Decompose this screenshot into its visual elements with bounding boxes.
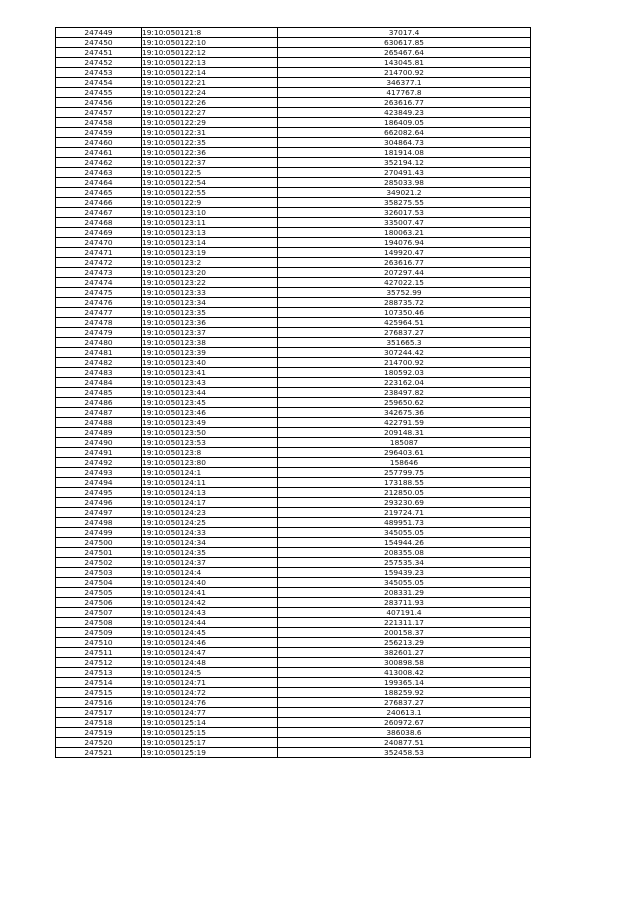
table-row bbox=[56, 288, 531, 298]
row-value-cell: 349021.2 bbox=[278, 188, 531, 198]
row-id-cell: 247503 bbox=[56, 568, 142, 578]
table-row bbox=[56, 398, 531, 408]
row-id-cell: 247518 bbox=[56, 718, 142, 728]
row-id-cell: 247468 bbox=[56, 218, 142, 228]
table-row bbox=[56, 528, 531, 538]
row-time-cell: 19:10:050124:44 bbox=[142, 618, 278, 628]
row-time-cell: 19:10:050122:13 bbox=[142, 58, 278, 68]
row-value-cell: 417767.8 bbox=[278, 88, 531, 98]
table-row bbox=[56, 738, 531, 748]
table-row bbox=[56, 218, 531, 228]
row-value-cell: 304864.73 bbox=[278, 138, 531, 148]
table-row bbox=[56, 368, 531, 378]
row-value-cell: 200158.37 bbox=[278, 628, 531, 638]
table-row bbox=[56, 728, 531, 738]
row-id-cell: 247460 bbox=[56, 138, 142, 148]
row-value-cell: 386038.6 bbox=[278, 728, 531, 738]
row-time-cell: 19:10:050123:46 bbox=[142, 408, 278, 418]
row-id-cell: 247521 bbox=[56, 748, 142, 758]
row-time-cell: 19:10:050122:29 bbox=[142, 118, 278, 128]
row-time-cell: 19:10:050123:38 bbox=[142, 338, 278, 348]
table-row bbox=[56, 498, 531, 508]
row-time-cell: 19:10:050123:49 bbox=[142, 418, 278, 428]
row-time-cell: 19:10:050122:5 bbox=[142, 168, 278, 178]
row-id-cell: 247499 bbox=[56, 528, 142, 538]
row-value-cell: 296403.61 bbox=[278, 448, 531, 458]
row-time-cell: 19:10:050124:37 bbox=[142, 558, 278, 568]
row-id-cell: 247463 bbox=[56, 168, 142, 178]
row-time-cell: 19:10:050124:1 bbox=[142, 468, 278, 478]
row-id-cell: 247512 bbox=[56, 658, 142, 668]
table-row bbox=[56, 718, 531, 728]
table-row bbox=[56, 658, 531, 668]
row-value-cell: 427022.15 bbox=[278, 278, 531, 288]
row-time-cell: 19:10:050124:46 bbox=[142, 638, 278, 648]
table-row bbox=[56, 118, 531, 128]
row-value-cell: 351665.3 bbox=[278, 338, 531, 348]
row-value-cell: 489951.73 bbox=[278, 518, 531, 528]
table-row bbox=[56, 708, 531, 718]
row-value-cell: 185087 bbox=[278, 438, 531, 448]
row-value-cell: 221311.17 bbox=[278, 618, 531, 628]
table-row bbox=[56, 688, 531, 698]
row-id-cell: 247465 bbox=[56, 188, 142, 198]
row-time-cell: 19:10:050125:17 bbox=[142, 738, 278, 748]
table-row bbox=[56, 468, 531, 478]
row-time-cell: 19:10:050122:9 bbox=[142, 198, 278, 208]
table-row bbox=[56, 588, 531, 598]
table-row bbox=[56, 478, 531, 488]
row-time-cell: 19:10:050123:43 bbox=[142, 378, 278, 388]
table-row bbox=[56, 518, 531, 528]
row-id-cell: 247504 bbox=[56, 578, 142, 588]
row-id-cell: 247486 bbox=[56, 398, 142, 408]
row-id-cell: 247485 bbox=[56, 388, 142, 398]
row-value-cell: 265467.64 bbox=[278, 48, 531, 58]
row-time-cell: 19:10:050123:10 bbox=[142, 208, 278, 218]
row-time-cell: 19:10:050124:40 bbox=[142, 578, 278, 588]
row-id-cell: 247452 bbox=[56, 58, 142, 68]
row-value-cell: 37017.4 bbox=[278, 28, 531, 38]
row-value-cell: 240613.1 bbox=[278, 708, 531, 718]
row-value-cell: 345055.05 bbox=[278, 528, 531, 538]
row-value-cell: 35752.99 bbox=[278, 288, 531, 298]
row-id-cell: 247455 bbox=[56, 88, 142, 98]
row-time-cell: 19:10:050125:19 bbox=[142, 748, 278, 758]
row-value-cell: 209148.31 bbox=[278, 428, 531, 438]
row-value-cell: 425964.51 bbox=[278, 318, 531, 328]
row-time-cell: 19:10:050122:21 bbox=[142, 78, 278, 88]
table-row bbox=[56, 578, 531, 588]
row-time-cell: 19:10:050123:34 bbox=[142, 298, 278, 308]
row-time-cell: 19:10:050124:17 bbox=[142, 498, 278, 508]
row-value-cell: 382601.27 bbox=[278, 648, 531, 658]
table-row bbox=[56, 178, 531, 188]
row-time-cell: 19:10:050123:41 bbox=[142, 368, 278, 378]
table-row bbox=[56, 408, 531, 418]
table-row bbox=[56, 648, 531, 658]
table-row bbox=[56, 298, 531, 308]
row-value-cell: 240877.51 bbox=[278, 738, 531, 748]
table-row bbox=[56, 508, 531, 518]
table-row bbox=[56, 618, 531, 628]
row-value-cell: 346377.1 bbox=[278, 78, 531, 88]
row-time-cell: 19:10:050122:36 bbox=[142, 148, 278, 158]
row-time-cell: 19:10:050122:12 bbox=[142, 48, 278, 58]
row-time-cell: 19:10:050122:55 bbox=[142, 188, 278, 198]
row-time-cell: 19:10:050123:36 bbox=[142, 318, 278, 328]
row-id-cell: 247493 bbox=[56, 468, 142, 478]
table-row bbox=[56, 318, 531, 328]
row-time-cell: 19:10:050124:5 bbox=[142, 668, 278, 678]
row-id-cell: 247510 bbox=[56, 638, 142, 648]
row-value-cell: 154944.26 bbox=[278, 538, 531, 548]
row-id-cell: 247467 bbox=[56, 208, 142, 218]
row-value-cell: 208355.08 bbox=[278, 548, 531, 558]
row-value-cell: 326017.53 bbox=[278, 208, 531, 218]
table-row bbox=[56, 168, 531, 178]
row-value-cell: 207297.44 bbox=[278, 268, 531, 278]
row-value-cell: 335007.47 bbox=[278, 218, 531, 228]
row-id-cell: 247451 bbox=[56, 48, 142, 58]
table-row bbox=[56, 88, 531, 98]
table-row bbox=[56, 348, 531, 358]
row-id-cell: 247494 bbox=[56, 478, 142, 488]
row-time-cell: 19:10:050124:35 bbox=[142, 548, 278, 558]
row-value-cell: 173188.55 bbox=[278, 478, 531, 488]
row-value-cell: 180063.21 bbox=[278, 228, 531, 238]
table-row bbox=[56, 668, 531, 678]
row-id-cell: 247509 bbox=[56, 628, 142, 638]
row-time-cell: 19:10:050122:35 bbox=[142, 138, 278, 148]
row-value-cell: 293230.69 bbox=[278, 498, 531, 508]
row-value-cell: 352458.53 bbox=[278, 748, 531, 758]
row-time-cell: 19:10:050124:45 bbox=[142, 628, 278, 638]
row-id-cell: 247495 bbox=[56, 488, 142, 498]
row-time-cell: 19:10:050124:4 bbox=[142, 568, 278, 578]
row-time-cell: 19:10:050122:37 bbox=[142, 158, 278, 168]
row-time-cell: 19:10:050123:33 bbox=[142, 288, 278, 298]
table-row bbox=[56, 328, 531, 338]
table-row bbox=[56, 358, 531, 368]
row-value-cell: 214700.92 bbox=[278, 68, 531, 78]
row-time-cell: 19:10:050123:13 bbox=[142, 228, 278, 238]
row-value-cell: 199365.14 bbox=[278, 678, 531, 688]
row-value-cell: 186409.05 bbox=[278, 118, 531, 128]
table-row bbox=[56, 748, 531, 758]
row-id-cell: 247470 bbox=[56, 238, 142, 248]
table-row bbox=[56, 188, 531, 198]
table-row bbox=[56, 248, 531, 258]
row-time-cell: 19:10:050123:19 bbox=[142, 248, 278, 258]
row-id-cell: 247483 bbox=[56, 368, 142, 378]
data-table bbox=[55, 27, 531, 758]
row-value-cell: 342675.36 bbox=[278, 408, 531, 418]
row-value-cell: 256213.29 bbox=[278, 638, 531, 648]
row-id-cell: 247480 bbox=[56, 338, 142, 348]
row-id-cell: 247515 bbox=[56, 688, 142, 698]
table-row bbox=[56, 438, 531, 448]
row-id-cell: 247513 bbox=[56, 668, 142, 678]
table-row bbox=[56, 258, 531, 268]
table-row bbox=[56, 128, 531, 138]
row-id-cell: 247488 bbox=[56, 418, 142, 428]
row-id-cell: 247508 bbox=[56, 618, 142, 628]
row-value-cell: 158646 bbox=[278, 458, 531, 468]
table-row bbox=[56, 598, 531, 608]
row-id-cell: 247491 bbox=[56, 448, 142, 458]
row-value-cell: 143045.81 bbox=[278, 58, 531, 68]
table-row bbox=[56, 108, 531, 118]
table-row bbox=[56, 458, 531, 468]
row-time-cell: 19:10:050124:34 bbox=[142, 538, 278, 548]
table-row bbox=[56, 158, 531, 168]
row-value-cell: 270491.43 bbox=[278, 168, 531, 178]
row-time-cell: 19:10:050125:14 bbox=[142, 718, 278, 728]
table-row bbox=[56, 308, 531, 318]
row-time-cell: 19:10:050125:15 bbox=[142, 728, 278, 738]
row-id-cell: 247500 bbox=[56, 538, 142, 548]
row-id-cell: 247449 bbox=[56, 28, 142, 38]
table-row bbox=[56, 388, 531, 398]
table-row bbox=[56, 198, 531, 208]
table-row bbox=[56, 338, 531, 348]
row-id-cell: 247454 bbox=[56, 78, 142, 88]
row-id-cell: 247481 bbox=[56, 348, 142, 358]
row-id-cell: 247514 bbox=[56, 678, 142, 688]
row-value-cell: 188259.92 bbox=[278, 688, 531, 698]
row-id-cell: 247482 bbox=[56, 358, 142, 368]
row-time-cell: 19:10:050122:26 bbox=[142, 98, 278, 108]
table-row bbox=[56, 558, 531, 568]
row-id-cell: 247501 bbox=[56, 548, 142, 558]
row-id-cell: 247502 bbox=[56, 558, 142, 568]
row-value-cell: 662082.64 bbox=[278, 128, 531, 138]
table-row bbox=[56, 278, 531, 288]
row-time-cell: 19:10:050122:24 bbox=[142, 88, 278, 98]
row-time-cell: 19:10:050124:76 bbox=[142, 698, 278, 708]
row-value-cell: 219724.71 bbox=[278, 508, 531, 518]
table-row bbox=[56, 378, 531, 388]
row-id-cell: 247511 bbox=[56, 648, 142, 658]
row-time-cell: 19:10:050123:53 bbox=[142, 438, 278, 448]
row-time-cell: 19:10:050123:50 bbox=[142, 428, 278, 438]
row-time-cell: 19:10:050123:11 bbox=[142, 218, 278, 228]
row-value-cell: 345055.05 bbox=[278, 578, 531, 588]
row-value-cell: 238497.82 bbox=[278, 388, 531, 398]
table-row bbox=[56, 208, 531, 218]
row-id-cell: 247496 bbox=[56, 498, 142, 508]
row-time-cell: 19:10:050123:20 bbox=[142, 268, 278, 278]
table-body bbox=[56, 28, 531, 758]
row-value-cell: 423849.23 bbox=[278, 108, 531, 118]
row-time-cell: 19:10:050124:48 bbox=[142, 658, 278, 668]
row-id-cell: 247475 bbox=[56, 288, 142, 298]
row-time-cell: 19:10:050123:45 bbox=[142, 398, 278, 408]
row-value-cell: 257535.34 bbox=[278, 558, 531, 568]
table-row bbox=[56, 238, 531, 248]
row-id-cell: 247457 bbox=[56, 108, 142, 118]
row-time-cell: 19:10:050122:31 bbox=[142, 128, 278, 138]
table-row bbox=[56, 28, 531, 38]
row-value-cell: 194076.94 bbox=[278, 238, 531, 248]
row-id-cell: 247453 bbox=[56, 68, 142, 78]
row-id-cell: 247498 bbox=[56, 518, 142, 528]
row-id-cell: 247478 bbox=[56, 318, 142, 328]
row-value-cell: 263616.77 bbox=[278, 258, 531, 268]
table-row bbox=[56, 268, 531, 278]
row-id-cell: 247505 bbox=[56, 588, 142, 598]
row-time-cell: 19:10:050122:54 bbox=[142, 178, 278, 188]
row-time-cell: 19:10:050123:22 bbox=[142, 278, 278, 288]
row-id-cell: 247472 bbox=[56, 258, 142, 268]
row-value-cell: 214700.92 bbox=[278, 358, 531, 368]
row-id-cell: 247506 bbox=[56, 598, 142, 608]
row-id-cell: 247487 bbox=[56, 408, 142, 418]
table-row bbox=[56, 58, 531, 68]
row-time-cell: 19:10:050124:72 bbox=[142, 688, 278, 698]
row-id-cell: 247489 bbox=[56, 428, 142, 438]
row-value-cell: 352194.12 bbox=[278, 158, 531, 168]
row-id-cell: 247461 bbox=[56, 148, 142, 158]
row-id-cell: 247477 bbox=[56, 308, 142, 318]
table-row bbox=[56, 698, 531, 708]
row-value-cell: 257799.75 bbox=[278, 468, 531, 478]
row-time-cell: 19:10:050123:39 bbox=[142, 348, 278, 358]
row-time-cell: 19:10:050122:14 bbox=[142, 68, 278, 78]
row-time-cell: 19:10:050124:47 bbox=[142, 648, 278, 658]
row-id-cell: 247490 bbox=[56, 438, 142, 448]
row-value-cell: 149920.47 bbox=[278, 248, 531, 258]
row-value-cell: 223162.04 bbox=[278, 378, 531, 388]
row-value-cell: 413008.42 bbox=[278, 668, 531, 678]
table-row bbox=[56, 608, 531, 618]
row-time-cell: 19:10:050124:42 bbox=[142, 598, 278, 608]
row-value-cell: 159439.23 bbox=[278, 568, 531, 578]
row-id-cell: 247469 bbox=[56, 228, 142, 238]
row-time-cell: 19:10:050124:33 bbox=[142, 528, 278, 538]
row-id-cell: 247519 bbox=[56, 728, 142, 738]
table-row bbox=[56, 138, 531, 148]
row-value-cell: 422791.59 bbox=[278, 418, 531, 428]
row-value-cell: 260972.67 bbox=[278, 718, 531, 728]
table-row bbox=[56, 78, 531, 88]
row-id-cell: 247484 bbox=[56, 378, 142, 388]
row-id-cell: 247517 bbox=[56, 708, 142, 718]
row-value-cell: 285033.98 bbox=[278, 178, 531, 188]
row-time-cell: 19:10:050123:40 bbox=[142, 358, 278, 368]
table-row bbox=[56, 418, 531, 428]
row-id-cell: 247462 bbox=[56, 158, 142, 168]
row-id-cell: 247520 bbox=[56, 738, 142, 748]
row-id-cell: 247507 bbox=[56, 608, 142, 618]
row-time-cell: 19:10:050123:44 bbox=[142, 388, 278, 398]
row-value-cell: 263616.77 bbox=[278, 98, 531, 108]
table-row bbox=[56, 228, 531, 238]
row-id-cell: 247497 bbox=[56, 508, 142, 518]
table-row bbox=[56, 638, 531, 648]
row-value-cell: 283711.93 bbox=[278, 598, 531, 608]
row-id-cell: 247474 bbox=[56, 278, 142, 288]
row-id-cell: 247466 bbox=[56, 198, 142, 208]
row-time-cell: 19:10:050122:27 bbox=[142, 108, 278, 118]
table-row bbox=[56, 428, 531, 438]
row-time-cell: 19:10:050123:8 bbox=[142, 448, 278, 458]
row-value-cell: 288735.72 bbox=[278, 298, 531, 308]
row-value-cell: 107350.46 bbox=[278, 308, 531, 318]
table-row bbox=[56, 568, 531, 578]
row-time-cell: 19:10:050123:35 bbox=[142, 308, 278, 318]
table-row bbox=[56, 488, 531, 498]
row-time-cell: 19:10:050123:80 bbox=[142, 458, 278, 468]
table-row bbox=[56, 628, 531, 638]
row-value-cell: 630617.85 bbox=[278, 38, 531, 48]
table-row bbox=[56, 48, 531, 58]
row-value-cell: 212850.05 bbox=[278, 488, 531, 498]
table-row bbox=[56, 448, 531, 458]
row-value-cell: 407191.4 bbox=[278, 608, 531, 618]
table-row bbox=[56, 68, 531, 78]
row-time-cell: 19:10:050124:77 bbox=[142, 708, 278, 718]
row-value-cell: 259650.62 bbox=[278, 398, 531, 408]
row-time-cell: 19:10:050124:43 bbox=[142, 608, 278, 618]
row-value-cell: 276837.27 bbox=[278, 328, 531, 338]
row-id-cell: 247458 bbox=[56, 118, 142, 128]
row-id-cell: 247473 bbox=[56, 268, 142, 278]
row-id-cell: 247479 bbox=[56, 328, 142, 338]
row-id-cell: 247476 bbox=[56, 298, 142, 308]
row-time-cell: 19:10:050123:14 bbox=[142, 238, 278, 248]
row-id-cell: 247459 bbox=[56, 128, 142, 138]
row-time-cell: 19:10:050122:10 bbox=[142, 38, 278, 48]
row-time-cell: 19:10:050124:71 bbox=[142, 678, 278, 688]
row-time-cell: 19:10:050123:2 bbox=[142, 258, 278, 268]
row-time-cell: 19:10:050124:13 bbox=[142, 488, 278, 498]
row-id-cell: 247456 bbox=[56, 98, 142, 108]
row-id-cell: 247492 bbox=[56, 458, 142, 468]
table-row bbox=[56, 98, 531, 108]
table-row bbox=[56, 148, 531, 158]
row-id-cell: 247516 bbox=[56, 698, 142, 708]
row-value-cell: 208331.29 bbox=[278, 588, 531, 598]
table-row bbox=[56, 538, 531, 548]
row-id-cell: 247450 bbox=[56, 38, 142, 48]
row-value-cell: 300898.58 bbox=[278, 658, 531, 668]
row-time-cell: 19:10:050124:25 bbox=[142, 518, 278, 528]
table-row bbox=[56, 548, 531, 558]
table-row bbox=[56, 678, 531, 688]
row-time-cell: 19:10:050124:23 bbox=[142, 508, 278, 518]
row-time-cell: 19:10:050121:8 bbox=[142, 28, 278, 38]
row-id-cell: 247471 bbox=[56, 248, 142, 258]
row-value-cell: 358275.55 bbox=[278, 198, 531, 208]
row-time-cell: 19:10:050123:37 bbox=[142, 328, 278, 338]
row-value-cell: 180592.03 bbox=[278, 368, 531, 378]
table-row bbox=[56, 38, 531, 48]
row-time-cell: 19:10:050124:41 bbox=[142, 588, 278, 598]
row-time-cell: 19:10:050124:11 bbox=[142, 478, 278, 488]
row-value-cell: 307244.42 bbox=[278, 348, 531, 358]
row-id-cell: 247464 bbox=[56, 178, 142, 188]
row-value-cell: 276837.27 bbox=[278, 698, 531, 708]
row-value-cell: 181914.08 bbox=[278, 148, 531, 158]
